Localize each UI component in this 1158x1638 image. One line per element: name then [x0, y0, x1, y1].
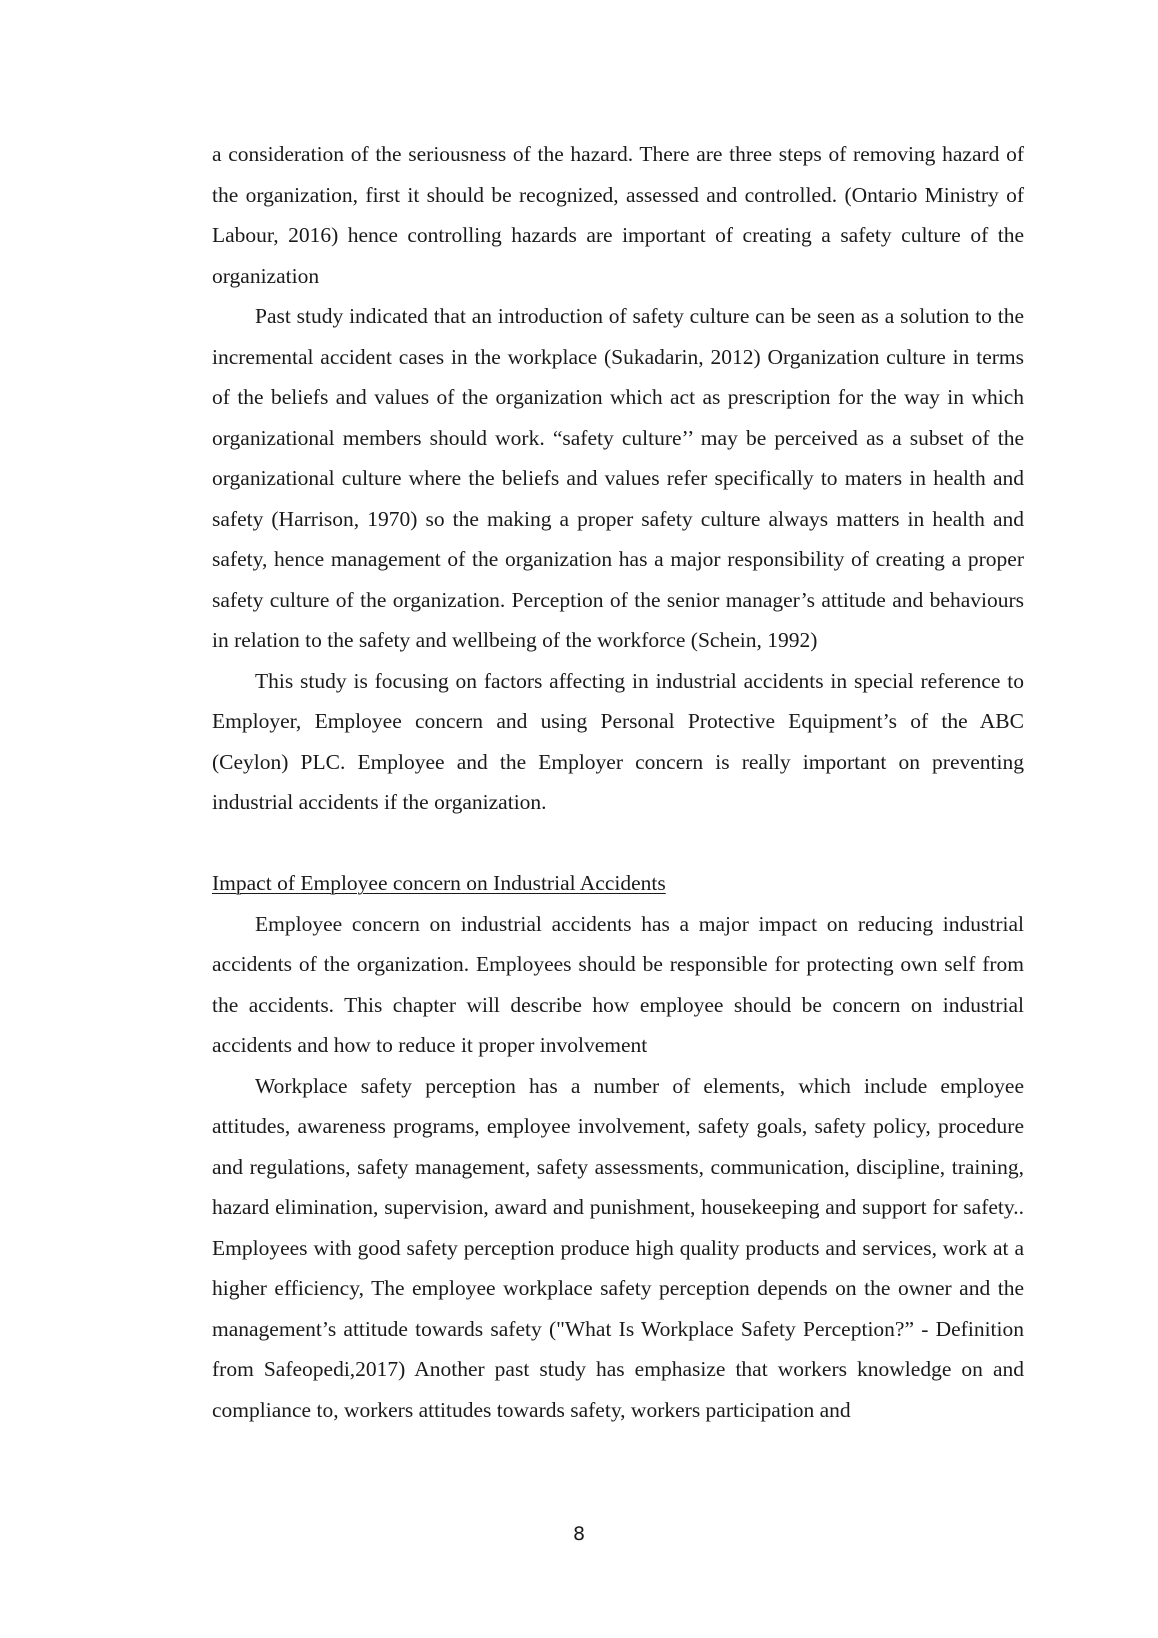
section-heading: Impact of Employee concern on Industrial Accidents — [212, 871, 666, 895]
paragraph-safety-culture: Past study indicated that an introduction of safety culture can be seen as a solution to the incremental accident cases in the workplace (Sukadarin, 2012) Organization culture in terms of the beliefs and values of the organization which act as prescription for the way in which organizational members should work. “safety culture’’ may be perceived as a subset of the organizational culture where the beliefs and values refer specifically to maters in health and safety (Harrison, 1970) so the making a proper safety culture always matters in health and safety, hence management of the organization has a major responsibility of creating a proper safety culture of the organization. Perception of the senior manager’s attitude and behaviours in relation to the safety and wellbeing of the workforce (Schein, 1992) — [212, 304, 1024, 652]
page-number: 8 — [572, 1523, 586, 1545]
paragraph-employee-concern: Employee concern on industrial accidents has a major impact on reducing industrial accidents of the organization. Employees should be responsible for protecting own self from the accidents. This chapter will describe how employee should be concern on industrial accidents and how to reduce it proper involvement — [212, 911, 1024, 1057]
paragraph-hazard-controls: a consideration of the seriousness of the hazard. There are three steps of removing hazard of the organization, first it should be recognized, assessed and controlled. (Ontario Ministry of Labour, 2016) hence controlling hazards are important of creating a safety culture of the organization — [212, 142, 1024, 288]
paragraph-study-focus: This study is focusing on factors affecting in industrial accidents in special reference to Employer, Employee concern and using Personal Protective Equipment’s of the ABC (Ceylon) PLC. Employee and the Employer concern is really important on preventing industrial accidents if the organization. — [212, 668, 1024, 814]
page-body — [212, 134, 1024, 1430]
paragraph-safety-perception: Workplace safety perception has a number of elements, which include employee attitudes, awareness programs, employee involvement, safety goals, safety policy, procedure and regulations, safety management, safety assessments, communication, discipline, training, hazard elimination, supervision, award and punishment, housekeeping and support for safety.. Employees with good safety perception produce high quality products and services, work at a higher efficiency, The employee workplace safety perception depends on the owner and the management’s attitude towards safety ("What Is Workplace Safety Perception?” - Definition from Safeopedi,2017) Another past study has emphasize that workers knowledge on and compliance to, workers attitudes towards safety, workers participation and — [212, 1073, 1024, 1422]
